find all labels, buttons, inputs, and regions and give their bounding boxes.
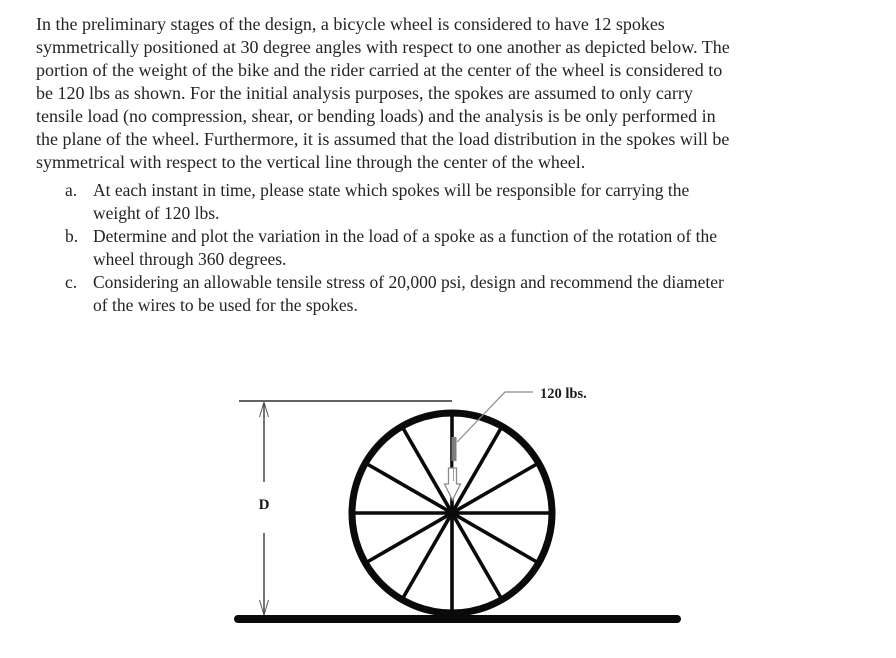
list-marker: c. — [65, 272, 78, 292]
paragraph-line: symmetrically positioned at 30 degree angles with respect to one another as depicted below. The — [36, 37, 730, 57]
list-item-line: wheel through 360 degrees. — [93, 249, 287, 269]
paragraph-line: tensile load (no compression, shear, or bending loads) and the analysis is be only performed in — [36, 106, 716, 126]
list-marker: a. — [65, 180, 78, 200]
list-item-line: At each instant in time, please state which spokes will be responsible for carrying the — [93, 180, 690, 200]
list-item-line: Considering an allowable tensile stress of 20,000 psi, design and recommend the diameter — [93, 272, 724, 292]
list-item-line: of the wires to be used for the spokes. — [93, 295, 358, 315]
list-item-line: Determine and plot the variation in the load of a spoke as a function of the rotation of the — [93, 226, 717, 246]
paragraph-line: the plane of the wheel. Furthermore, it is assumed that the load distribution in the spokes will be — [36, 129, 730, 149]
list-marker: b. — [65, 226, 79, 246]
load-label: 120 lbs. — [540, 386, 587, 402]
paragraph-line: symmetrical with respect to the vertical line through the center of the wheel. — [36, 152, 586, 172]
paragraph-line: In the preliminary stages of the design, a bicycle wheel is considered to have 12 spokes — [36, 14, 665, 34]
paragraph-line: portion of the weight of the bike and the rider carried at the center of the wheel is considered to — [36, 60, 723, 80]
diameter-label: D — [258, 497, 270, 513]
load-rod — [452, 437, 457, 461]
load-arrow-icon — [445, 468, 461, 500]
paragraph-line: be 120 lbs as shown. For the initial analysis purposes, the spokes are assumed to only carry — [36, 83, 693, 103]
list-item-line: weight of 120 lbs. — [93, 203, 220, 223]
